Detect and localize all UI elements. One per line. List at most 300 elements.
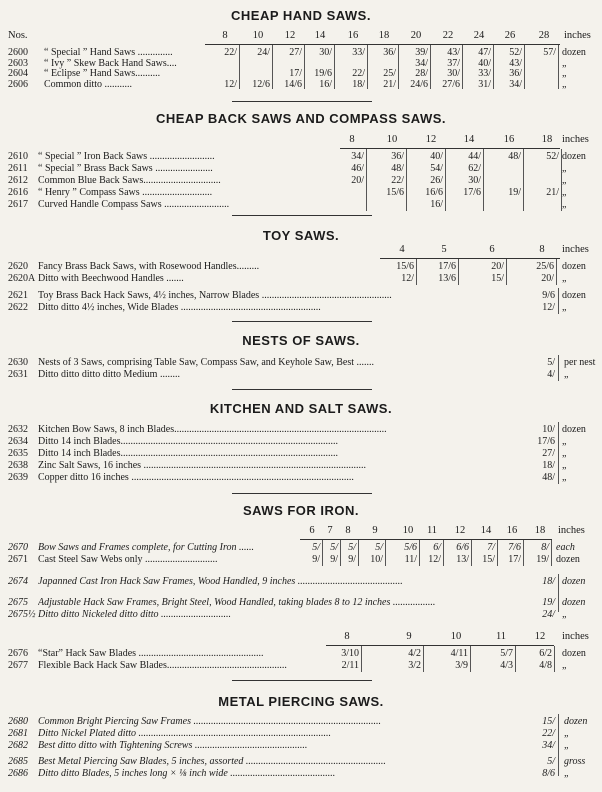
price-cell: 34/ [415, 57, 428, 69]
item-description: “Star” Hack Saw Blades .................................................. [38, 648, 264, 659]
price-cell: 19/6 [314, 68, 332, 79]
table-row [0, 261, 602, 273]
price-cell: 15/ [482, 554, 495, 565]
item-number: 2675 [8, 597, 28, 608]
price-cell: 48/ [542, 472, 555, 483]
unit-label: dozen [556, 554, 580, 565]
price-cell: 6/ [433, 542, 441, 553]
back-saws-size-header [0, 134, 602, 146]
price-cell: 27/ [289, 47, 302, 58]
unit-header: inches [562, 134, 589, 145]
nos-label: Nos. [8, 30, 28, 41]
column-rule [416, 259, 417, 285]
price-cell: 40/ [430, 151, 443, 162]
item-number: 2670 [8, 542, 28, 553]
size-header: 10 [450, 631, 462, 642]
size-header: 11 [495, 631, 507, 642]
price-cell: 11/ [404, 554, 417, 565]
unit-label: per nest [564, 357, 596, 368]
price-cell: 7/6 [508, 542, 521, 553]
price-cell: 47/ [478, 47, 491, 58]
size-header: 8 [349, 134, 355, 145]
unit-label: „ [564, 768, 570, 779]
price-cell: 62/ [468, 163, 481, 174]
column-rule [358, 540, 359, 566]
column-rule [497, 540, 498, 566]
price-cell: 52/ [509, 47, 522, 58]
blade-size-header [0, 631, 602, 643]
price-cell: 2/11 [341, 660, 359, 671]
size-header: 12 [425, 134, 437, 145]
item-number: 2686 [8, 768, 28, 779]
price-cell: 30/ [447, 68, 460, 79]
unit-label: „ [562, 57, 567, 69]
item-number: 2616 [8, 187, 28, 198]
item-number: 2632 [8, 424, 28, 435]
list-item [0, 369, 602, 381]
unit-label: dozen [562, 290, 586, 301]
price-cell: 16/ [319, 78, 332, 90]
price-cell: 28/ [415, 68, 428, 79]
column-rule [423, 646, 424, 672]
item-description: Cast Steel Saw Webs only ............................. [38, 554, 218, 565]
price-cell: 40/ [478, 57, 491, 69]
piercing-title: METAL PIERCING SAWS. [218, 694, 384, 709]
unit-label: dozen [562, 597, 586, 608]
price-cell: 21/ [546, 187, 559, 198]
size-header: 28 [538, 30, 550, 41]
price-cell: 17/6 [537, 436, 555, 447]
column-rule [523, 149, 524, 211]
list-item [0, 576, 602, 588]
item-description: Nests of 3 Saws, comprising Table Saw, Compass Saw, and Keyhole Saw, Best ....... [38, 357, 375, 368]
price-cell: 19/ [542, 597, 555, 608]
price-cell: 48/ [508, 151, 521, 162]
price-cell: 15/6 [386, 187, 404, 198]
list-item [0, 768, 602, 780]
price-cell: 22/ [224, 47, 237, 58]
size-header: 8 [539, 244, 545, 255]
size-header: 22 [442, 30, 454, 41]
hand-saws-size-header [0, 30, 602, 42]
size-header: 7 [327, 525, 333, 536]
item-description: “ Special ” Iron Back Saws .......................... [38, 151, 215, 162]
unit-label: dozen [564, 716, 588, 727]
unit-header: inches [562, 631, 589, 642]
size-header: 12 [284, 30, 296, 41]
column-rule [406, 149, 407, 211]
unit-label: gross [564, 756, 586, 767]
price-cell: 20/ [491, 261, 504, 272]
price-cell: 33/ [352, 47, 365, 58]
item-description: “ Henry ” Compass Saws ............................ [38, 187, 213, 198]
price-cell: 25/ [383, 68, 396, 79]
column-rule [443, 540, 444, 566]
size-header: 26 [504, 30, 516, 41]
size-header: 5 [441, 244, 447, 255]
price-cell: 8/6 [542, 768, 555, 779]
column-rule [558, 574, 559, 612]
unit-label: dozen [562, 576, 586, 587]
item-number: 2600 [8, 47, 28, 58]
price-cell: 3/10 [341, 648, 359, 659]
unit-label: each [556, 542, 575, 553]
price-cell: 13/6 [438, 273, 456, 284]
column-rule [239, 45, 240, 89]
price-cell: 16/ [430, 199, 443, 210]
item-number: 2620 [8, 261, 28, 272]
price-cell: 31/ [478, 78, 491, 90]
price-cell: 22/ [542, 728, 555, 739]
item-description: Ditto Nickel Plated ditto ............................................................................. [38, 728, 332, 739]
divider [232, 493, 372, 494]
price-cell: 17/6 [438, 261, 456, 272]
column-rule [366, 149, 367, 211]
column-rule [483, 149, 484, 211]
item-description: Bow Saws and Frames complete, for Cutting Iron ...... [38, 542, 255, 553]
size-header: 18 [541, 134, 553, 145]
unit-label: „ [562, 460, 567, 471]
price-cell: 5/ [330, 542, 338, 553]
item-number: 2635 [8, 448, 28, 459]
item-description: Common Bright Piercing Saw Frames ........................................................................... [38, 716, 381, 727]
divider [232, 321, 372, 322]
item-description: Curved Handle Compass Saws .......................... [38, 199, 230, 210]
table-row [0, 199, 602, 211]
price-cell: 57/ [543, 47, 556, 58]
column-rule [470, 646, 471, 672]
item-number: 2680 [8, 716, 28, 727]
item-description: Common ditto ........... [44, 78, 133, 90]
price-cell: 9/6 [542, 290, 555, 301]
price-cell: 4/3 [500, 660, 513, 671]
item-description: “ Ivy ” Skew Back Hand Saws.... [44, 57, 177, 69]
column-rule [524, 45, 525, 89]
list-item [0, 357, 602, 369]
price-cell: 5/ [348, 542, 356, 553]
price-cell: 6/6 [456, 542, 469, 553]
list-item [0, 448, 602, 460]
price-cell: 20/ [351, 175, 364, 186]
size-header: 4 [399, 244, 405, 255]
item-number: 2677 [8, 660, 28, 671]
unit-label: „ [564, 728, 570, 739]
price-cell: 48/ [391, 163, 404, 174]
item-number: 2638 [8, 460, 28, 471]
divider [232, 389, 372, 390]
item-description: Ditto ditto Nickeled ditto ditto ............................ [38, 609, 232, 620]
price-cell: 4/2 [408, 648, 421, 659]
list-item [0, 756, 602, 768]
price-cell: 24/ [542, 609, 555, 620]
price-cell: 5/7 [500, 648, 513, 659]
column-rule [340, 540, 341, 566]
price-cell: 27/6 [442, 78, 460, 90]
price-cell: 3/9 [455, 660, 468, 671]
item-number: 2603 [8, 57, 28, 69]
price-cell: 24/ [257, 47, 270, 58]
price-cell: 5/ [547, 756, 555, 767]
price-cell: 5/ [312, 542, 320, 553]
column-rule [322, 540, 323, 566]
unit-label: „ [562, 163, 567, 174]
price-cell: 43/ [509, 57, 522, 69]
price-cell: 26/ [430, 175, 443, 186]
toy-saws-size-header [0, 244, 602, 256]
item-number: 2622 [8, 302, 28, 313]
price-cell: 25/6 [536, 261, 554, 272]
price-cell: 5/ [547, 357, 555, 368]
table-row [0, 542, 602, 554]
item-number: 2604 [8, 68, 28, 79]
size-header: 24 [473, 30, 485, 41]
price-cell: 9/ [330, 554, 338, 565]
size-header: 16 [506, 525, 518, 536]
item-number: 2621 [8, 290, 28, 301]
unit-label: „ [562, 472, 567, 483]
unit-label: „ [564, 740, 570, 751]
price-cell: 12/ [224, 78, 237, 90]
unit-label: dozen [562, 151, 586, 162]
price-cell: 12/ [542, 302, 555, 313]
price-cell: 30/ [319, 47, 332, 58]
divider [232, 680, 372, 681]
item-number: 2639 [8, 472, 28, 483]
unit-label: „ [562, 436, 567, 447]
price-cell: 18/ [542, 576, 555, 587]
price-cell: 4/ [547, 369, 555, 380]
table-row [0, 151, 602, 163]
column-rule [506, 259, 507, 285]
price-cell: 37/ [447, 57, 460, 69]
size-header: 14 [314, 30, 326, 41]
item-description: Ditto with Beechwood Handles ....... [38, 273, 184, 284]
size-header: 11 [426, 525, 438, 536]
divider [232, 101, 372, 102]
item-description: “ Special ” Hand Saws .............. [44, 47, 173, 58]
column-rule [558, 45, 559, 89]
unit-label: „ [562, 175, 567, 186]
price-cell: 14/6 [284, 78, 302, 90]
list-item [0, 728, 602, 740]
price-cell: 4/11 [450, 648, 468, 659]
size-header: 9 [406, 631, 412, 642]
item-number: 2631 [8, 369, 28, 380]
item-description: Ditto ditto 4½ inches, Wide Blades ........................................................ [38, 302, 321, 313]
size-header: 9 [372, 525, 378, 536]
price-cell: 21/ [383, 78, 396, 90]
item-description: Common Blue Back Saws............................... [38, 175, 221, 186]
table-row [0, 648, 602, 660]
price-cell: 43/ [447, 47, 460, 58]
price-cell: 46/ [351, 163, 364, 174]
list-item [0, 436, 602, 448]
item-description: Japanned Cast Iron Hack Saw Frames, Wood Handled, 9 inches .......................................... [38, 576, 403, 587]
list-item [0, 716, 602, 728]
item-description: Toy Brass Back Hack Saws, 4½ inches, Narrow Blades .................................................... [38, 290, 392, 301]
price-cell: 36/ [383, 47, 396, 58]
column-rule [558, 355, 559, 381]
price-cell: 10/ [370, 554, 383, 565]
price-cell: 34/ [509, 78, 522, 90]
item-description: Ditto 14 inch Blades....................................................................................... [38, 436, 338, 447]
price-cell: 39/ [415, 47, 428, 58]
item-description: “ Special ” Brass Back Saws ....................... [38, 163, 213, 174]
unit-label: dozen [562, 261, 586, 272]
unit-label: „ [562, 302, 567, 313]
price-cell: 7/ [487, 542, 495, 553]
column-rule [561, 149, 562, 211]
price-cell: 4/8 [539, 660, 552, 671]
column-rule [430, 45, 431, 89]
list-item [0, 472, 602, 484]
unit-label: dozen [562, 424, 586, 435]
divider [232, 215, 372, 216]
hand-saws-title: CHEAP HAND SAWS. [231, 8, 371, 23]
price-cell: 15/ [491, 273, 504, 284]
item-description: Ditto ditto ditto ditto Medium ........ [38, 369, 180, 380]
size-header: 10 [252, 30, 264, 41]
nests-title: NESTS OF SAWS. [242, 333, 360, 348]
price-cell: 8/ [541, 542, 549, 553]
price-cell: 3/2 [408, 660, 421, 671]
price-cell: 17/6 [463, 187, 481, 198]
size-header: 8 [345, 525, 351, 536]
table-row [0, 660, 602, 672]
list-item [0, 424, 602, 436]
price-cell: 5/ [375, 542, 383, 553]
back-saws-title: CHEAP BACK SAWS AND COMPASS SAWS. [155, 111, 446, 126]
item-number: 2606 [8, 78, 28, 90]
column-rule [385, 540, 386, 566]
column-rule [558, 288, 559, 314]
item-description: Kitchen Bow Saws, 8 inch Blades..................................................................................... [38, 424, 387, 435]
kitchen-title: KITCHEN AND SALT SAWS. [209, 401, 393, 416]
size-header: 16 [347, 30, 359, 41]
price-cell: 22/ [391, 175, 404, 186]
price-cell: 52/ [546, 151, 559, 162]
size-header: 8 [344, 631, 350, 642]
size-header: 12 [534, 631, 546, 642]
price-cell: 9/ [312, 554, 320, 565]
unit-label: „ [562, 78, 567, 90]
column-rule [361, 646, 362, 672]
price-cell: 16/6 [425, 187, 443, 198]
item-description: Flexible Back Hack Saw Blades................................................ [38, 660, 287, 671]
iron-title: SAWS FOR IRON. [242, 503, 360, 518]
unit-label: „ [562, 448, 567, 459]
price-cell: 27/ [542, 448, 555, 459]
item-number: 2685 [8, 756, 28, 767]
price-cell: 15/ [542, 716, 555, 727]
list-item [0, 302, 602, 314]
item-number: 2682 [8, 740, 28, 751]
item-description: Adjustable Hack Saw Frames, Bright Steel, Wood Handled, taking blades 8 to 12 inches ................. [38, 597, 436, 608]
price-cell: 12/6 [252, 78, 270, 90]
column-rule [493, 45, 494, 89]
item-description: Best Metal Piercing Saw Blades, 5 inches, assorted ........................................................ [38, 756, 386, 767]
divider [380, 258, 560, 259]
list-item [0, 609, 602, 621]
unit-label: „ [564, 369, 569, 380]
item-number: 2675½ [8, 609, 36, 620]
column-rule [558, 422, 559, 484]
unit-label: dozen [562, 47, 586, 58]
item-number: 2674 [8, 576, 28, 587]
price-cell: 15/6 [396, 261, 414, 272]
price-cell: 22/ [352, 68, 365, 79]
column-rule [458, 259, 459, 285]
unit-header: inches [564, 30, 591, 41]
column-rule [556, 259, 557, 285]
size-header: 20 [410, 30, 422, 41]
price-cell: 17/ [508, 554, 521, 565]
item-number: 2630 [8, 357, 28, 368]
price-cell: 12/ [401, 273, 414, 284]
column-rule [398, 45, 399, 89]
size-header: 14 [463, 134, 475, 145]
price-cell: 19/ [508, 187, 521, 198]
price-cell: 18/ [542, 460, 555, 471]
iron-size-header [0, 525, 602, 537]
unit-header: inches [562, 244, 589, 255]
divider [340, 148, 560, 149]
item-description: Copper ditto 16 inches ......................................................................................... [38, 472, 354, 483]
column-rule [551, 540, 552, 566]
size-header: 14 [480, 525, 492, 536]
divider [205, 44, 560, 45]
table-row [0, 273, 602, 285]
item-description: Zinc Salt Saws, 16 inches ......................................................................................... [38, 460, 367, 471]
item-number: 2611 [8, 163, 28, 174]
list-item [0, 460, 602, 472]
list-item [0, 740, 602, 752]
price-cell: 30/ [468, 175, 481, 186]
price-cell: 12/ [428, 554, 441, 565]
size-header: 6 [309, 525, 315, 536]
column-rule [304, 45, 305, 89]
item-number: 2634 [8, 436, 28, 447]
item-number: 2681 [8, 728, 28, 739]
price-cell: 6/2 [539, 648, 552, 659]
table-row [0, 79, 602, 91]
column-rule [272, 45, 273, 89]
price-cell: 44/ [468, 151, 481, 162]
price-cell: 34/ [542, 740, 555, 751]
price-cell: 36/ [391, 151, 404, 162]
column-rule [471, 540, 472, 566]
column-rule [334, 45, 335, 89]
item-number: 2617 [8, 199, 28, 210]
divider [300, 539, 552, 540]
price-cell: 54/ [430, 163, 443, 174]
size-header: 10 [402, 525, 414, 536]
unit-label: „ [562, 187, 567, 198]
list-item [0, 597, 602, 609]
item-description: Ditto ditto Blades, 5 inches long × ⅛ inch wide .......................................... [38, 768, 336, 779]
item-number: 2620A [8, 273, 36, 284]
price-cell: 33/ [478, 68, 491, 79]
table-row [0, 554, 602, 566]
item-description: Best ditto ditto with Tightening Screws ............................................. [38, 740, 308, 751]
column-rule [515, 646, 516, 672]
unit-label: „ [562, 660, 567, 671]
price-cell: 17/ [289, 68, 302, 79]
item-number: 2610 [8, 151, 28, 162]
item-number: 2612 [8, 175, 28, 186]
unit-label: „ [562, 68, 567, 79]
price-cell: 19/ [536, 554, 549, 565]
